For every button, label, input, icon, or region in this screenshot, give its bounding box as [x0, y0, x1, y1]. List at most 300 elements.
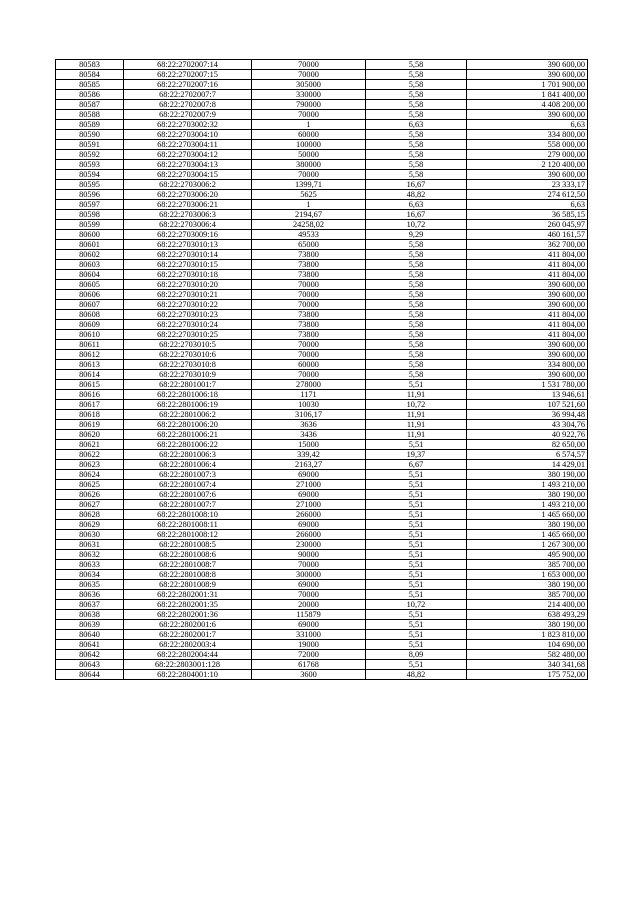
row-number-cell: 80638 — [56, 610, 124, 620]
cadastral-value-cell: 390 600,00 — [467, 290, 588, 300]
specific-value-cell: 19,37 — [366, 450, 467, 460]
area-cell: 61768 — [252, 660, 366, 670]
specific-value-cell: 48,82 — [366, 190, 467, 200]
table-row — [56, 650, 588, 660]
table-row — [56, 570, 588, 580]
row-number-cell: 80639 — [56, 620, 124, 630]
area-cell: 70000 — [252, 300, 366, 310]
cadastral-number-cell: 68:22:2801001:7 — [124, 380, 252, 390]
cadastral-value-table — [55, 59, 588, 680]
cadastral-value-cell: 6,63 — [467, 120, 588, 130]
cadastral-number-cell: 68:22:2801006:22 — [124, 440, 252, 450]
table-row — [56, 260, 588, 270]
area-cell: 266000 — [252, 530, 366, 540]
table-row — [56, 130, 588, 140]
table-row — [56, 250, 588, 260]
cadastral-value-cell: 390 600,00 — [467, 70, 588, 80]
table-row — [56, 340, 588, 350]
table-row — [56, 640, 588, 650]
table-row — [56, 510, 588, 520]
table-row — [56, 420, 588, 430]
cadastral-number-cell: 68:22:2804001:10 — [124, 670, 252, 680]
table-row — [56, 550, 588, 560]
cadastral-value-cell: 390 600,00 — [467, 350, 588, 360]
area-cell: 70000 — [252, 370, 366, 380]
area-cell: 60000 — [252, 130, 366, 140]
specific-value-cell: 5,58 — [366, 150, 467, 160]
row-number-cell: 80620 — [56, 430, 124, 440]
cadastral-number-cell: 68:22:2703010:9 — [124, 370, 252, 380]
specific-value-cell: 5,58 — [366, 110, 467, 120]
cadastral-number-cell: 68:22:2702007:14 — [124, 60, 252, 70]
row-number-cell: 80607 — [56, 300, 124, 310]
table-row — [56, 660, 588, 670]
table-row — [56, 170, 588, 180]
area-cell: 70000 — [252, 350, 366, 360]
cadastral-value-cell: 1 493 210,00 — [467, 500, 588, 510]
cadastral-number-cell: 68:22:2801006:21 — [124, 430, 252, 440]
cadastral-value-cell: 390 600,00 — [467, 170, 588, 180]
cadastral-value-cell: 214 400,00 — [467, 600, 588, 610]
specific-value-cell: 5,58 — [366, 350, 467, 360]
table-row — [56, 80, 588, 90]
specific-value-cell: 5,58 — [366, 360, 467, 370]
table-row — [56, 380, 588, 390]
table-row — [56, 610, 588, 620]
cadastral-value-cell: 558 000,00 — [467, 140, 588, 150]
cadastral-number-cell: 68:22:2703010:20 — [124, 280, 252, 290]
cadastral-value-cell: 362 700,00 — [467, 240, 588, 250]
table-row — [56, 440, 588, 450]
row-number-cell: 80604 — [56, 270, 124, 280]
cadastral-number-cell: 68:22:2703010:6 — [124, 350, 252, 360]
row-number-cell: 80599 — [56, 220, 124, 230]
row-number-cell: 80593 — [56, 160, 124, 170]
specific-value-cell: 5,51 — [366, 530, 467, 540]
specific-value-cell: 10,72 — [366, 400, 467, 410]
area-cell: 790000 — [252, 100, 366, 110]
table-row — [56, 620, 588, 630]
table-row — [56, 590, 588, 600]
area-cell: 70000 — [252, 60, 366, 70]
cadastral-number-cell: 68:22:2703010:25 — [124, 330, 252, 340]
specific-value-cell: 11,91 — [366, 390, 467, 400]
cadastral-value-cell: 1 653 000,00 — [467, 570, 588, 580]
cadastral-number-cell: 68:22:2703009:16 — [124, 230, 252, 240]
area-cell: 3106,17 — [252, 410, 366, 420]
table-row — [56, 600, 588, 610]
row-number-cell: 80617 — [56, 400, 124, 410]
cadastral-value-cell: 582 480,00 — [467, 650, 588, 660]
specific-value-cell: 5,58 — [366, 290, 467, 300]
area-cell: 271000 — [252, 480, 366, 490]
cadastral-number-cell: 68:22:2702007:16 — [124, 80, 252, 90]
area-cell: 60000 — [252, 360, 366, 370]
cadastral-value-cell: 390 600,00 — [467, 340, 588, 350]
cadastral-number-cell: 68:22:2702007:15 — [124, 70, 252, 80]
specific-value-cell: 11,91 — [366, 430, 467, 440]
specific-value-cell: 16,67 — [366, 180, 467, 190]
table-row — [56, 530, 588, 540]
cadastral-value-cell: 36 994,48 — [467, 410, 588, 420]
row-number-cell: 80630 — [56, 530, 124, 540]
table-row — [56, 270, 588, 280]
row-number-cell: 80621 — [56, 440, 124, 450]
cadastral-number-cell: 68:22:2703006:20 — [124, 190, 252, 200]
area-cell: 305000 — [252, 80, 366, 90]
table-row — [56, 520, 588, 530]
specific-value-cell: 9,29 — [366, 230, 467, 240]
table-row — [56, 320, 588, 330]
area-cell: 1 — [252, 120, 366, 130]
table-row — [56, 160, 588, 170]
cadastral-number-cell: 68:22:2703010:13 — [124, 240, 252, 250]
specific-value-cell: 5,51 — [366, 660, 467, 670]
row-number-cell: 80627 — [56, 500, 124, 510]
cadastral-value-cell: 23 333,17 — [467, 180, 588, 190]
area-cell: 380000 — [252, 160, 366, 170]
cadastral-value-cell: 175 752,00 — [467, 670, 588, 680]
area-cell: 266000 — [252, 510, 366, 520]
cadastral-number-cell: 68:22:2702007:9 — [124, 110, 252, 120]
cadastral-number-cell: 68:22:2703010:14 — [124, 250, 252, 260]
area-cell: 70000 — [252, 560, 366, 570]
cadastral-number-cell: 68:22:2703006:4 — [124, 220, 252, 230]
cadastral-value-cell: 43 304,76 — [467, 420, 588, 430]
area-cell: 70000 — [252, 590, 366, 600]
area-cell: 73800 — [252, 250, 366, 260]
table-row — [56, 300, 588, 310]
cadastral-value-cell: 1 823 810,00 — [467, 630, 588, 640]
specific-value-cell: 5,58 — [366, 60, 467, 70]
row-number-cell: 80605 — [56, 280, 124, 290]
cadastral-value-cell: 380 190,00 — [467, 620, 588, 630]
area-cell: 69000 — [252, 490, 366, 500]
cadastral-value-cell: 13 946,61 — [467, 390, 588, 400]
cadastral-value-cell: 411 804,00 — [467, 250, 588, 260]
cadastral-value-cell: 380 190,00 — [467, 470, 588, 480]
row-number-cell: 80595 — [56, 180, 124, 190]
specific-value-cell: 6,63 — [366, 200, 467, 210]
table-row — [56, 280, 588, 290]
area-cell: 73800 — [252, 310, 366, 320]
row-number-cell: 80602 — [56, 250, 124, 260]
row-number-cell: 80583 — [56, 60, 124, 70]
cadastral-number-cell: 68:22:2703010:15 — [124, 260, 252, 270]
row-number-cell: 80634 — [56, 570, 124, 580]
cadastral-number-cell: 68:22:2703006:21 — [124, 200, 252, 210]
specific-value-cell: 5,58 — [366, 310, 467, 320]
row-number-cell: 80610 — [56, 330, 124, 340]
cadastral-number-cell: 68:22:2703004:13 — [124, 160, 252, 170]
specific-value-cell: 5,51 — [366, 620, 467, 630]
cadastral-value-cell: 6 574,57 — [467, 450, 588, 460]
row-number-cell: 80624 — [56, 470, 124, 480]
cadastral-number-cell: 68:22:2801008:7 — [124, 560, 252, 570]
cadastral-value-cell: 390 600,00 — [467, 300, 588, 310]
specific-value-cell: 5,58 — [366, 340, 467, 350]
specific-value-cell: 10,72 — [366, 600, 467, 610]
area-cell: 2194,67 — [252, 210, 366, 220]
cadastral-number-cell: 68:22:2802001:31 — [124, 590, 252, 600]
row-number-cell: 80587 — [56, 100, 124, 110]
row-number-cell: 80618 — [56, 410, 124, 420]
specific-value-cell: 5,58 — [366, 100, 467, 110]
row-number-cell: 80600 — [56, 230, 124, 240]
cadastral-number-cell: 68:22:2801007:6 — [124, 490, 252, 500]
table-row — [56, 140, 588, 150]
area-cell: 49533 — [252, 230, 366, 240]
row-number-cell: 80611 — [56, 340, 124, 350]
cadastral-number-cell: 68:22:2703010:22 — [124, 300, 252, 310]
cadastral-number-cell: 68:22:2801006:20 — [124, 420, 252, 430]
area-cell: 278000 — [252, 380, 366, 390]
cadastral-number-cell: 68:22:2801006:3 — [124, 450, 252, 460]
cadastral-number-cell: 68:22:2703004:15 — [124, 170, 252, 180]
cadastral-number-cell: 68:22:2802003:4 — [124, 640, 252, 650]
row-number-cell: 80635 — [56, 580, 124, 590]
area-cell: 230000 — [252, 540, 366, 550]
area-cell: 20000 — [252, 600, 366, 610]
cadastral-number-cell: 68:22:2801007:4 — [124, 480, 252, 490]
cadastral-value-cell: 638 493,29 — [467, 610, 588, 620]
cadastral-value-cell: 334 800,00 — [467, 360, 588, 370]
specific-value-cell: 5,51 — [366, 560, 467, 570]
cadastral-value-cell: 1 465 660,00 — [467, 530, 588, 540]
cadastral-number-cell: 68:22:2802001:6 — [124, 620, 252, 630]
table-row — [56, 110, 588, 120]
cadastral-value-cell: 340 341,68 — [467, 660, 588, 670]
area-cell: 1171 — [252, 390, 366, 400]
specific-value-cell: 5,58 — [366, 280, 467, 290]
row-number-cell: 80597 — [56, 200, 124, 210]
area-cell: 70000 — [252, 170, 366, 180]
cadastral-value-cell: 4 408 200,00 — [467, 100, 588, 110]
row-number-cell: 80625 — [56, 480, 124, 490]
table-row — [56, 540, 588, 550]
specific-value-cell: 5,58 — [366, 370, 467, 380]
cadastral-value-cell: 1 841 400,00 — [467, 90, 588, 100]
area-cell: 90000 — [252, 550, 366, 560]
cadastral-number-cell: 68:22:2703010:5 — [124, 340, 252, 350]
specific-value-cell: 5,58 — [366, 320, 467, 330]
cadastral-number-cell: 68:22:2703010:8 — [124, 360, 252, 370]
cadastral-value-cell: 14 429,01 — [467, 460, 588, 470]
table-row — [56, 460, 588, 470]
row-number-cell: 80588 — [56, 110, 124, 120]
specific-value-cell: 5,58 — [366, 260, 467, 270]
table-row — [56, 390, 588, 400]
cadastral-value-cell: 411 804,00 — [467, 270, 588, 280]
area-cell: 15000 — [252, 440, 366, 450]
specific-value-cell: 5,58 — [366, 90, 467, 100]
row-number-cell: 80591 — [56, 140, 124, 150]
area-cell: 70000 — [252, 280, 366, 290]
cadastral-value-cell: 260 045,97 — [467, 220, 588, 230]
row-number-cell: 80612 — [56, 350, 124, 360]
row-number-cell: 80586 — [56, 90, 124, 100]
table-row — [56, 370, 588, 380]
row-number-cell: 80594 — [56, 170, 124, 180]
area-cell: 331000 — [252, 630, 366, 640]
row-number-cell: 80609 — [56, 320, 124, 330]
area-cell: 100000 — [252, 140, 366, 150]
cadastral-value-cell: 40 922,76 — [467, 430, 588, 440]
specific-value-cell: 5,58 — [366, 270, 467, 280]
area-cell: 271000 — [252, 500, 366, 510]
cadastral-value-cell: 1 267 300,00 — [467, 540, 588, 550]
cadastral-number-cell: 68:22:2801006:2 — [124, 410, 252, 420]
row-number-cell: 80613 — [56, 360, 124, 370]
specific-value-cell: 5,58 — [366, 300, 467, 310]
cadastral-number-cell: 68:22:2801006:4 — [124, 460, 252, 470]
table-row — [56, 470, 588, 480]
cadastral-number-cell: 68:22:2801007:3 — [124, 470, 252, 480]
area-cell: 69000 — [252, 580, 366, 590]
row-number-cell: 80632 — [56, 550, 124, 560]
cadastral-number-cell: 68:22:2801008:5 — [124, 540, 252, 550]
cadastral-value-cell: 104 690,00 — [467, 640, 588, 650]
row-number-cell: 80623 — [56, 460, 124, 470]
specific-value-cell: 5,51 — [366, 480, 467, 490]
specific-value-cell: 5,51 — [366, 540, 467, 550]
area-cell: 69000 — [252, 470, 366, 480]
row-number-cell: 80641 — [56, 640, 124, 650]
row-number-cell: 80584 — [56, 70, 124, 80]
row-number-cell: 80633 — [56, 560, 124, 570]
specific-value-cell: 5,58 — [366, 140, 467, 150]
area-cell: 1399,71 — [252, 180, 366, 190]
specific-value-cell: 5,58 — [366, 70, 467, 80]
cadastral-value-cell: 495 900,00 — [467, 550, 588, 560]
area-cell: 70000 — [252, 70, 366, 80]
cadastral-number-cell: 68:22:2703010:24 — [124, 320, 252, 330]
cadastral-number-cell: 68:22:2801008:12 — [124, 530, 252, 540]
specific-value-cell: 5,58 — [366, 250, 467, 260]
cadastral-value-cell: 279 000,00 — [467, 150, 588, 160]
cadastral-value-cell: 107 521,60 — [467, 400, 588, 410]
cadastral-value-cell: 1 701 900,00 — [467, 80, 588, 90]
table-row — [56, 410, 588, 420]
cadastral-value-cell: 411 804,00 — [467, 330, 588, 340]
specific-value-cell: 8,09 — [366, 650, 467, 660]
table-row — [56, 100, 588, 110]
area-cell: 19000 — [252, 640, 366, 650]
table-row — [56, 560, 588, 570]
specific-value-cell: 5,51 — [366, 490, 467, 500]
row-number-cell: 80636 — [56, 590, 124, 600]
cadastral-number-cell: 68:22:2703006:3 — [124, 210, 252, 220]
cadastral-number-cell: 68:22:2801008:10 — [124, 510, 252, 520]
area-cell: 73800 — [252, 330, 366, 340]
specific-value-cell: 10,72 — [366, 220, 467, 230]
area-cell: 69000 — [252, 520, 366, 530]
cadastral-number-cell: 68:22:2703006:2 — [124, 180, 252, 190]
area-cell: 65000 — [252, 240, 366, 250]
row-number-cell: 80619 — [56, 420, 124, 430]
specific-value-cell: 5,51 — [366, 640, 467, 650]
table-row — [56, 220, 588, 230]
cadastral-value-cell: 334 800,00 — [467, 130, 588, 140]
row-number-cell: 80615 — [56, 380, 124, 390]
row-number-cell: 80643 — [56, 660, 124, 670]
table-row — [56, 210, 588, 220]
table-row — [56, 310, 588, 320]
area-cell: 339,42 — [252, 450, 366, 460]
row-number-cell: 80590 — [56, 130, 124, 140]
cadastral-number-cell: 68:22:2702007:8 — [124, 100, 252, 110]
specific-value-cell: 5,51 — [366, 500, 467, 510]
cadastral-value-cell: 380 190,00 — [467, 520, 588, 530]
row-number-cell: 80640 — [56, 630, 124, 640]
table-row — [56, 70, 588, 80]
row-number-cell: 80644 — [56, 670, 124, 680]
row-number-cell: 80598 — [56, 210, 124, 220]
specific-value-cell: 5,58 — [366, 80, 467, 90]
area-cell: 2163,27 — [252, 460, 366, 470]
row-number-cell: 80626 — [56, 490, 124, 500]
specific-value-cell: 5,58 — [366, 330, 467, 340]
specific-value-cell: 5,51 — [366, 550, 467, 560]
specific-value-cell: 5,51 — [366, 580, 467, 590]
row-number-cell: 80589 — [56, 120, 124, 130]
table-row — [56, 480, 588, 490]
specific-value-cell: 5,58 — [366, 170, 467, 180]
area-cell: 70000 — [252, 340, 366, 350]
specific-value-cell: 5,51 — [366, 610, 467, 620]
cadastral-number-cell: 68:22:2801006:19 — [124, 400, 252, 410]
specific-value-cell: 48,82 — [366, 670, 467, 680]
row-number-cell: 80601 — [56, 240, 124, 250]
specific-value-cell: 5,51 — [366, 590, 467, 600]
table-row — [56, 60, 588, 70]
table-row — [56, 290, 588, 300]
specific-value-cell: 5,58 — [366, 240, 467, 250]
row-number-cell: 80596 — [56, 190, 124, 200]
specific-value-cell: 5,58 — [366, 160, 467, 170]
area-cell: 73800 — [252, 260, 366, 270]
cadastral-number-cell: 68:22:2801008:6 — [124, 550, 252, 560]
specific-value-cell: 16,67 — [366, 210, 467, 220]
row-number-cell: 80608 — [56, 310, 124, 320]
row-number-cell: 80642 — [56, 650, 124, 660]
table-row — [56, 120, 588, 130]
cadastral-number-cell: 68:22:2802004:44 — [124, 650, 252, 660]
table-row — [56, 430, 588, 440]
cadastral-value-cell: 6,63 — [467, 200, 588, 210]
specific-value-cell: 5,51 — [366, 380, 467, 390]
cadastral-number-cell: 68:22:2703010:23 — [124, 310, 252, 320]
specific-value-cell: 5,51 — [366, 570, 467, 580]
specific-value-cell: 5,51 — [366, 470, 467, 480]
cadastral-value-cell: 1 465 660,00 — [467, 510, 588, 520]
row-number-cell: 80606 — [56, 290, 124, 300]
table-row — [56, 500, 588, 510]
specific-value-cell: 11,91 — [366, 420, 467, 430]
area-cell: 3600 — [252, 670, 366, 680]
cadastral-value-cell: 411 804,00 — [467, 320, 588, 330]
cadastral-value-cell: 390 600,00 — [467, 280, 588, 290]
cadastral-number-cell: 68:22:2801008:9 — [124, 580, 252, 590]
area-cell: 69000 — [252, 620, 366, 630]
table-row — [56, 670, 588, 680]
row-number-cell: 80603 — [56, 260, 124, 270]
area-cell: 1 — [252, 200, 366, 210]
area-cell: 3636 — [252, 420, 366, 430]
cadastral-number-cell: 68:22:2703010:21 — [124, 290, 252, 300]
table-row — [56, 200, 588, 210]
table-row — [56, 330, 588, 340]
